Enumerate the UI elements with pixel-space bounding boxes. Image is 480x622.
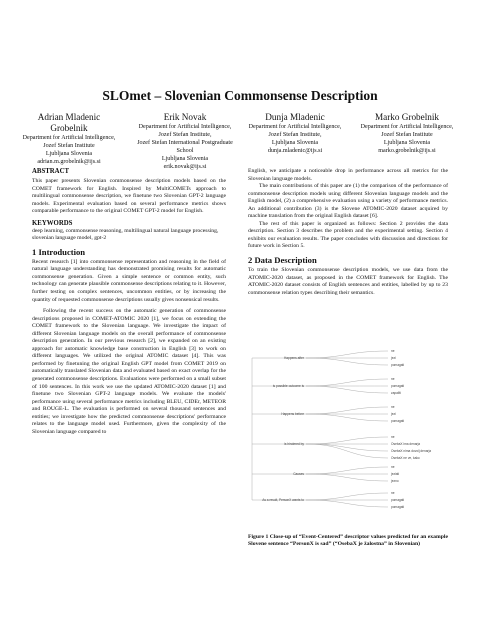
author-4-email: marko.grobelnik@ijs.si: [378, 148, 436, 155]
leaf-label: pomagati: [391, 498, 405, 502]
intro-paragraph-1: Recent research [1] into commonsense representation and reasoning in the field of natural language understanding has demonstrated promising results for automatic commonsense generation. Given a simple sentence or common entity, such technology can generate plausible commonsense descriptions relating to it. However, further testing on complex sentences, uncommon entities, or by increasing the quantity of requested commonsense descriptions usually gives nonsensical results.: [32, 258, 226, 303]
left-column: [32, 168, 226, 436]
leaf-label: jezi: [391, 356, 396, 360]
author-1-city: Ljubljana Slovenia: [45, 151, 93, 158]
leaf-label: ne: [391, 405, 395, 409]
abstract-text: This paper presents Slovenian commonsense description models based on the COMET framework for English. Inspired by MultiCOMETs approach to multilingual commonsense description, we finetune two Slovenian GPT-2 language models. Experimental evaluation based on several performance metrics shows comparable performance to the original COMET GPT-2 model for English.: [32, 178, 226, 215]
leaf-label: ne: [391, 465, 395, 469]
leaf-label: ne: [391, 491, 395, 495]
intro-paragraph-2: Following the recent success on the automatic generation of commonsense descriptions proposed in COMET-ATOMIC 2020 [1], we focus on extending the COMET framework to the Slovenian language. We investigate the impact of different Slovenian language models on the overall performance of commonsense description generation. In our previous research [2], we expanded on an existing approach for automatic knowledge base construction in English [3] to work on different languages. We utilized the original ATOMIC dataset [4]. This was performed by finetuning the original English GPT model from COMET 2019 on automatically translated Slovenian data and evaluated based on exact overlap for the generated commonsense descriptions. Evaluations were performed on a small subset of 100 sentences. In this work we use the updated ATOMIC-2020 dataset [1] and finetune two Slovenian GPT-2 language models. We evaluate the models' performance using several performance metrics including BLEU, CIDEr, METEOR and ROUGE-L. The evaluation is performed on several thousand sentences and entities; we investigate how the predicted commonsense descriptions' performance relates to the language model used. Furthermore, given the complexity of the Slovenian language compared to: [32, 308, 226, 435]
author-1: [20, 112, 118, 166]
leaf-label: jezi: [391, 412, 396, 416]
relation-label: As a result, PersonX wants to: [262, 498, 304, 502]
relation-label: is possible outcome is: [272, 384, 304, 388]
author-1-affiliation: Department for Artificial Intelligence,: [22, 135, 116, 141]
right-column: [248, 168, 448, 297]
leaf-label: pomagati: [391, 363, 405, 367]
author-2-name: Erik Novak: [163, 112, 207, 122]
leaf-label: zapaliti: [391, 391, 401, 395]
author-2-institute: Jozef Stefan Institute,: [158, 132, 212, 139]
leaf-label: jezno: [391, 479, 399, 483]
author-2-school: Jozef Stefan International Postgraduate School: [137, 140, 233, 155]
author-2-email: erik.novak@ijs.si: [163, 164, 207, 171]
data-paragraph: To train the Slovenian commonsense description models, we use data from the ATOMIC-2020 dataset, as proposed in the COMET framework for English. The ATOMIC-2020 dataset consists of English sentences and entities, labelled by up to 23 commonsense relation types describing their semantics.: [248, 267, 448, 296]
author-1-institute: Jozef Stefan Institute: [43, 143, 95, 150]
leaf-label: OsebaX ne ve, kako: [391, 456, 420, 460]
contributions-paragraph: The main contributions of this paper are (1) the comparison of the performance of commonsense description models using different Slovenian language models and the English model, (2) a comprehensive evaluation using a variety of performance metrics. An additional contribution (3) is the Slovene ATOMIC-2020 dataset acquired by machine translation from the original English dataset [6].: [248, 183, 448, 220]
paper-title: SLOmet – Slovenian Commonsense Description: [102, 88, 378, 103]
author-3-institute: Jozef Stefan Institute,: [268, 132, 322, 139]
author-3-city: Ljubljana Slovenia: [271, 140, 319, 147]
author-4-name: Marko Grobelnik: [374, 112, 440, 122]
relation-label: Causes: [293, 472, 304, 476]
author-3-name: Dunja Mladenic: [265, 112, 325, 122]
leaf-label: ne: [391, 377, 395, 381]
relation-label: is hindered by: [284, 442, 304, 446]
leaf-label: OsebaX ima denarja: [391, 442, 421, 446]
keywords-heading: KEYWORDS: [32, 219, 73, 227]
author-4: [355, 112, 459, 155]
leaf-label: pomagati: [391, 384, 405, 388]
author-1-name: Adrian Mladenic Grobelnik: [37, 112, 101, 133]
author-2-city: Ljubljana Slovenia: [161, 156, 209, 163]
author-4-affiliation: Department for Artificial Intelligence,: [360, 124, 454, 130]
author-3: [245, 112, 345, 155]
author-4-city: Ljubljana Slovenia: [383, 140, 431, 147]
author-2: [135, 112, 235, 172]
right-paragraph-1: English, we anticipate a noticeable drop in performance across all metrics for the Slovenian language models.: [248, 168, 448, 182]
section-1-heading: 1 Introduction: [32, 246, 86, 257]
leaf-label: pomagati: [391, 419, 405, 423]
leaf-label: OsebaX nima dovolj denarja: [391, 449, 432, 453]
author-3-email: dunja.mladenic@ijs.si: [267, 148, 323, 155]
abstract-heading: ABSTRACT: [32, 168, 70, 175]
author-1-email: adrian.m.grobelnik@ijs.si: [37, 159, 101, 166]
section-2-heading: 2 Data Description: [248, 255, 317, 266]
organization-paragraph: The rest of this paper is organized as follows: Section 2 provides the data description. Section 3 describes the problem and the experimental setting. Section 4 exhibits our evaluation results. The paper concludes with discussion and directions for future work in Section 5.: [248, 220, 448, 250]
leaf-label: jeziati: [391, 472, 400, 476]
figure-1-tree: [248, 348, 448, 528]
leaf-label: ne: [391, 435, 395, 439]
keywords-text: deep learning, commonsense reasoning, multilingual natural language processing, slovenian language model, gpt-2: [32, 227, 219, 242]
relation-label: Happens before: [281, 412, 304, 416]
figure-1-caption: Figure 1 Close-up of “Event-Centered” descriptor values predicted for an example Slovene sentence “PersonX is sad” (“OsebaX je žalostna” in Slovenian): [248, 534, 448, 548]
relation-label: Happens after: [283, 356, 304, 360]
author-3-affiliation: Department for Artificial Intelligence,: [248, 124, 342, 130]
author-2-affiliation: Department for Artificial Intelligence,: [138, 124, 232, 130]
leaf-label: pomagati: [391, 505, 405, 509]
leaf-label: ne: [391, 349, 395, 353]
author-4-institute: Jozef Stefan Institute: [381, 132, 433, 139]
